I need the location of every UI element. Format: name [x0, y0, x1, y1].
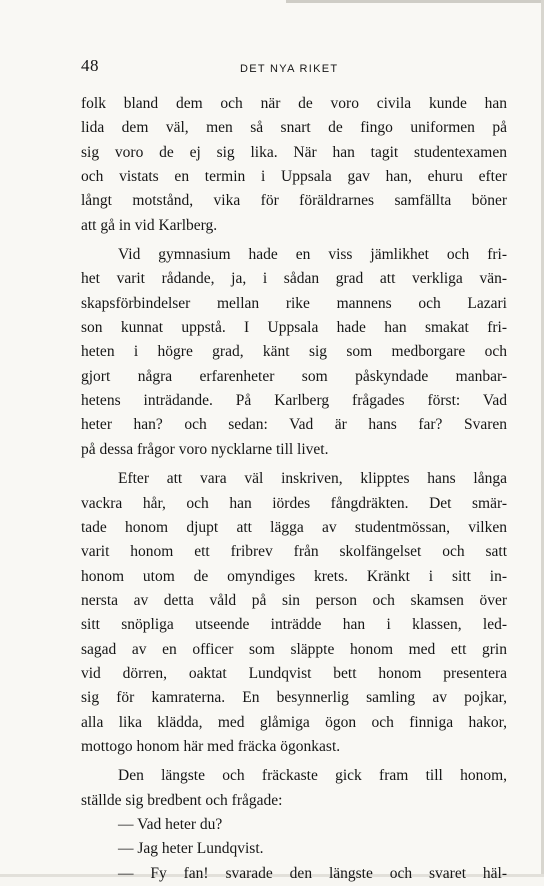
text-line: heten i högre grad, känt sig som medborgare och [81, 343, 507, 361]
text-line: folk bland dem och när de voro civila kunde han [81, 95, 507, 112]
text-line: ställde sig bredbent och frågade: [81, 791, 283, 809]
text-line: Vid gymnasium hade en viss jämlikhet och fri- [118, 246, 507, 264]
text-line: Den längste och fräckaste gick fram till honom, [118, 767, 507, 785]
paragraph [81, 837, 507, 861]
text-line: och vistats en termin i Uppsala gav han, ehuru efter [81, 168, 507, 186]
paragraph [81, 862, 507, 886]
body-text [81, 92, 507, 886]
text-line: — Vad heter du? [118, 815, 223, 833]
paragraph [81, 243, 507, 462]
text-line: sitt snöpliga utseende inträdde han i klassen, led- [81, 616, 507, 634]
text-line: alla lika klädda, med glåmiga ögon och finniga hakor, [81, 713, 507, 731]
page-number: 48 [81, 56, 99, 75]
text-line: — Jag heter Lundqvist. [118, 840, 264, 858]
text-line: hetens inträdande. På Karlberg frågades först: Vad [81, 392, 507, 410]
page-header [81, 56, 507, 82]
text-line: sig för kamraterna. En besynnerlig samling av pojkar, [81, 689, 507, 707]
text-line: — Fy fan! svarade den längste och svaret häl- [118, 864, 507, 882]
text-line: het varit rådande, ja, i sådan grad att verkliga vän- [81, 270, 507, 288]
text-line: sig voro de ej sig lika. När han tagit studentexamen [81, 143, 507, 161]
text-line: vackra hår, och han iördes fångdräkten. Det smär- [81, 494, 507, 512]
text-line: långt motstånd, vika för föräldrarnes samfällta böner [81, 192, 507, 210]
text-line: vid dörren, oaktat Lundqvist bett honom presentera [81, 664, 507, 682]
text-line: på dessa frågor voro nycklarne till livet. [81, 440, 329, 458]
text-line: lida dem väl, men så snart de fingo uniformen på [81, 119, 507, 137]
text-line: Efter att vara väl inskriven, klipptes hans långa [118, 470, 507, 488]
paragraph [81, 467, 507, 759]
text-line: att gå in vid Karlberg. [81, 216, 218, 234]
paragraph [81, 813, 507, 837]
page-edge-top [286, 0, 544, 3]
text-line: nersta av detta våld på sin person och skamsen över [81, 591, 507, 609]
text-line: heter han? och sedan: Vad är hans far? Svaren [81, 416, 507, 434]
text-line: gjort några erfarenheter som påskyndade manbar- [81, 367, 507, 385]
running-title: DET NYA RIKET [240, 63, 339, 75]
text-line: mottogo honom här med fräcka ögonkast. [81, 737, 341, 755]
text-line: son kunnat uppstå. I Uppsala hade han smakat fri- [81, 319, 507, 337]
paragraph [81, 764, 507, 813]
text-line: sagad av en officer som släppte honom med ett grin [81, 640, 507, 658]
paragraph [81, 92, 507, 238]
text-line: varit honom ett fribrev från skolfängelset och satt [81, 543, 507, 561]
text-line: honom utom de omyndiges krets. Kränkt i sitt in- [81, 567, 507, 585]
text-line: tade honom djupt att lägga av studentmössan, vilken [81, 518, 507, 536]
text-line: skapsförbindelser mellan rike mannens och Lazari [81, 294, 507, 312]
